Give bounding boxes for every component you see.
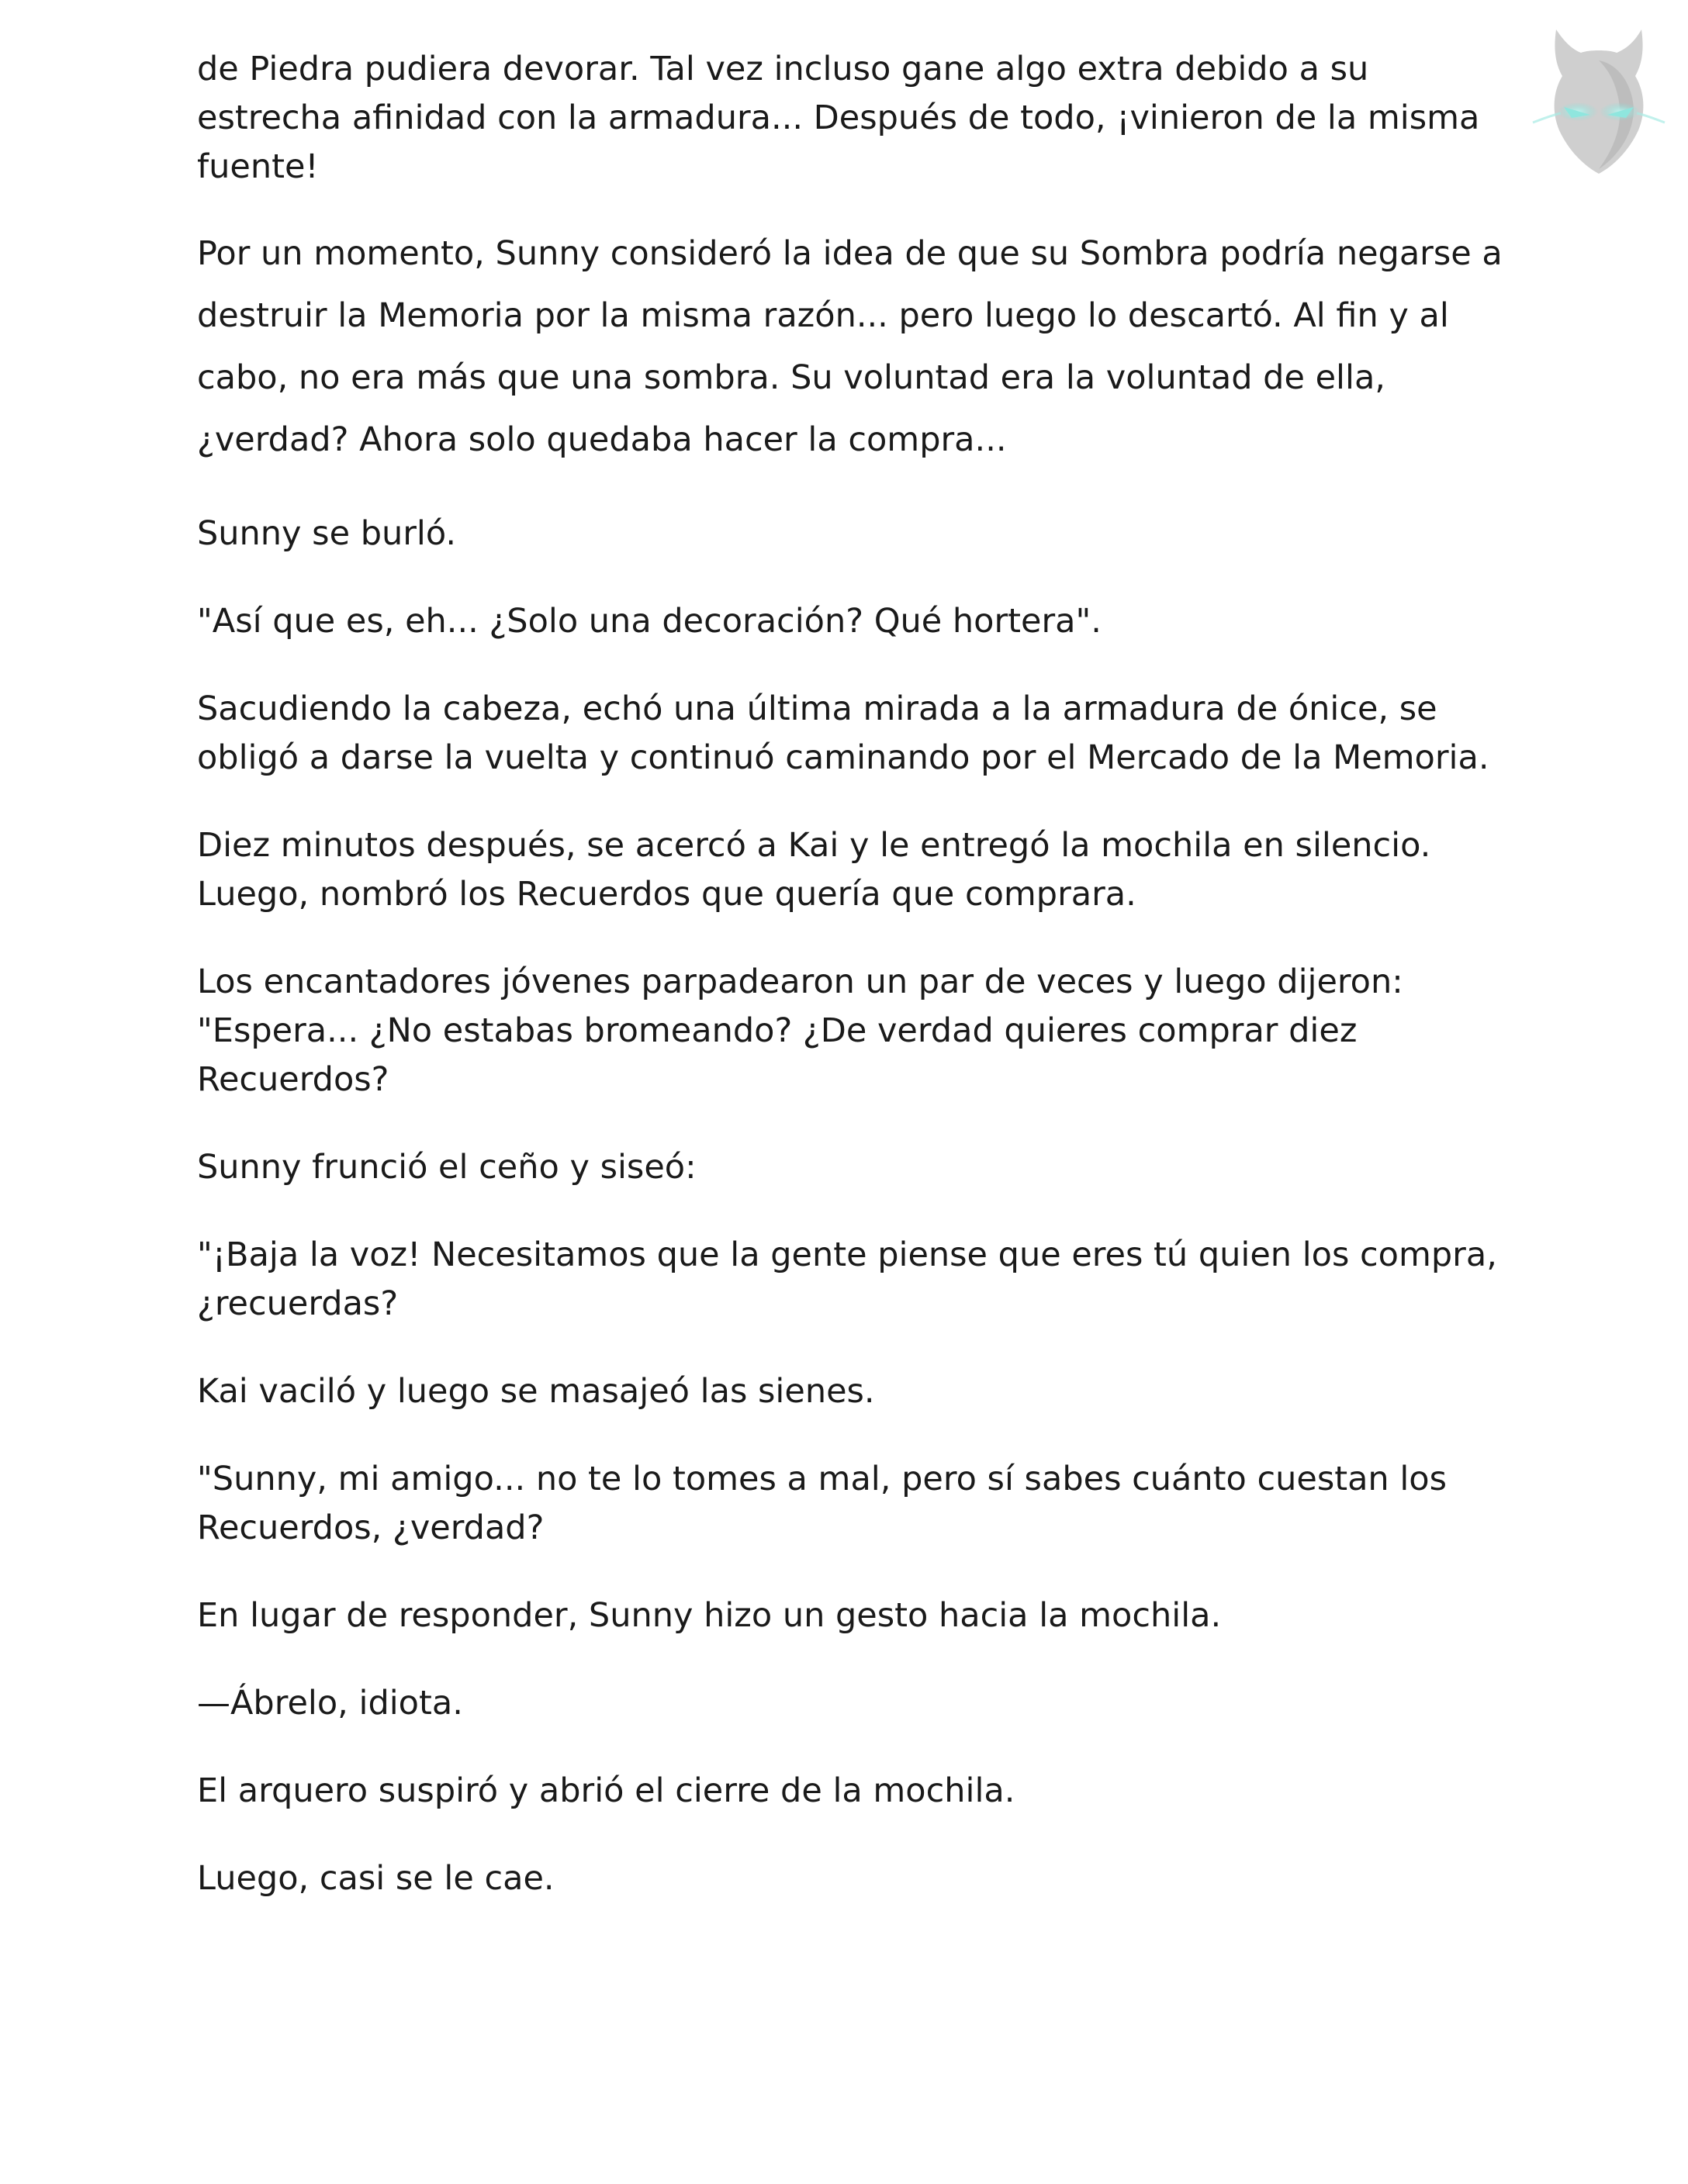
demon-head-icon bbox=[1525, 14, 1672, 185]
paragraph: de Piedra pudiera devorar. Tal vez incluso gane algo extra debido a su estrecha afinidad con la armadura... Después de todo, ¡vinieron de la misma fuente! bbox=[197, 50, 1480, 186]
paragraph: Kai vaciló y luego se masajeó las sienes. bbox=[197, 1372, 875, 1411]
chapter-text bbox=[197, 45, 1508, 1942]
paragraph: Los encantadores jóvenes parpadearon un par de veces y luego dijeron: "Espera... ¿No estabas bromeando? ¿De verdad quieres comprar diez Recuerdos? bbox=[197, 962, 1403, 1099]
paragraph: En lugar de responder, Sunny hizo un gesto hacia la mochila. bbox=[197, 1596, 1222, 1635]
paragraph: "Así que es, eh... ¿Solo una decoración? Qué hortera". bbox=[197, 602, 1102, 641]
paragraph: Sunny se burló. bbox=[197, 514, 457, 553]
paragraph: Diez minutos después, se acercó a Kai y le entregó la mochila en silencio. Luego, nombró los Recuerdos que quería que comprara. bbox=[197, 826, 1431, 914]
paragraph: Por un momento, Sunny consideró la idea de que su Sombra podría negarse a destruir la Memoria por la misma razón... pero luego lo descartó. Al fin y al cabo, no era más que una sombra. Su voluntad era la voluntad de ella, ¿verdad? Ahora solo quedaba hacer la compra... bbox=[197, 234, 1503, 459]
paragraph: Sacudiendo la cabeza, echó una última mirada a la armadura de ónice, se obligó a darse la vuelta y continuó caminando por el Mercado de la Memoria. bbox=[197, 689, 1489, 777]
paragraph: Luego, casi se le cae. bbox=[197, 1859, 555, 1898]
paragraph: El arquero suspiró y abrió el cierre de la mochila. bbox=[197, 1771, 1015, 1810]
paragraph: "Sunny, mi amigo... no te lo tomes a mal, pero sí sabes cuánto cuestan los Recuerdos, ¿verdad? bbox=[197, 1460, 1448, 1547]
paragraph: "¡Baja la voz! Necesitamos que la gente piense que eres tú quien los compra, ¿recuerdas? bbox=[197, 1235, 1497, 1323]
paragraph: Sunny frunció el ceño y siseó: bbox=[197, 1148, 697, 1187]
watermark-logo bbox=[1525, 14, 1672, 185]
paragraph: —Ábrelo, idiota. bbox=[197, 1684, 463, 1723]
